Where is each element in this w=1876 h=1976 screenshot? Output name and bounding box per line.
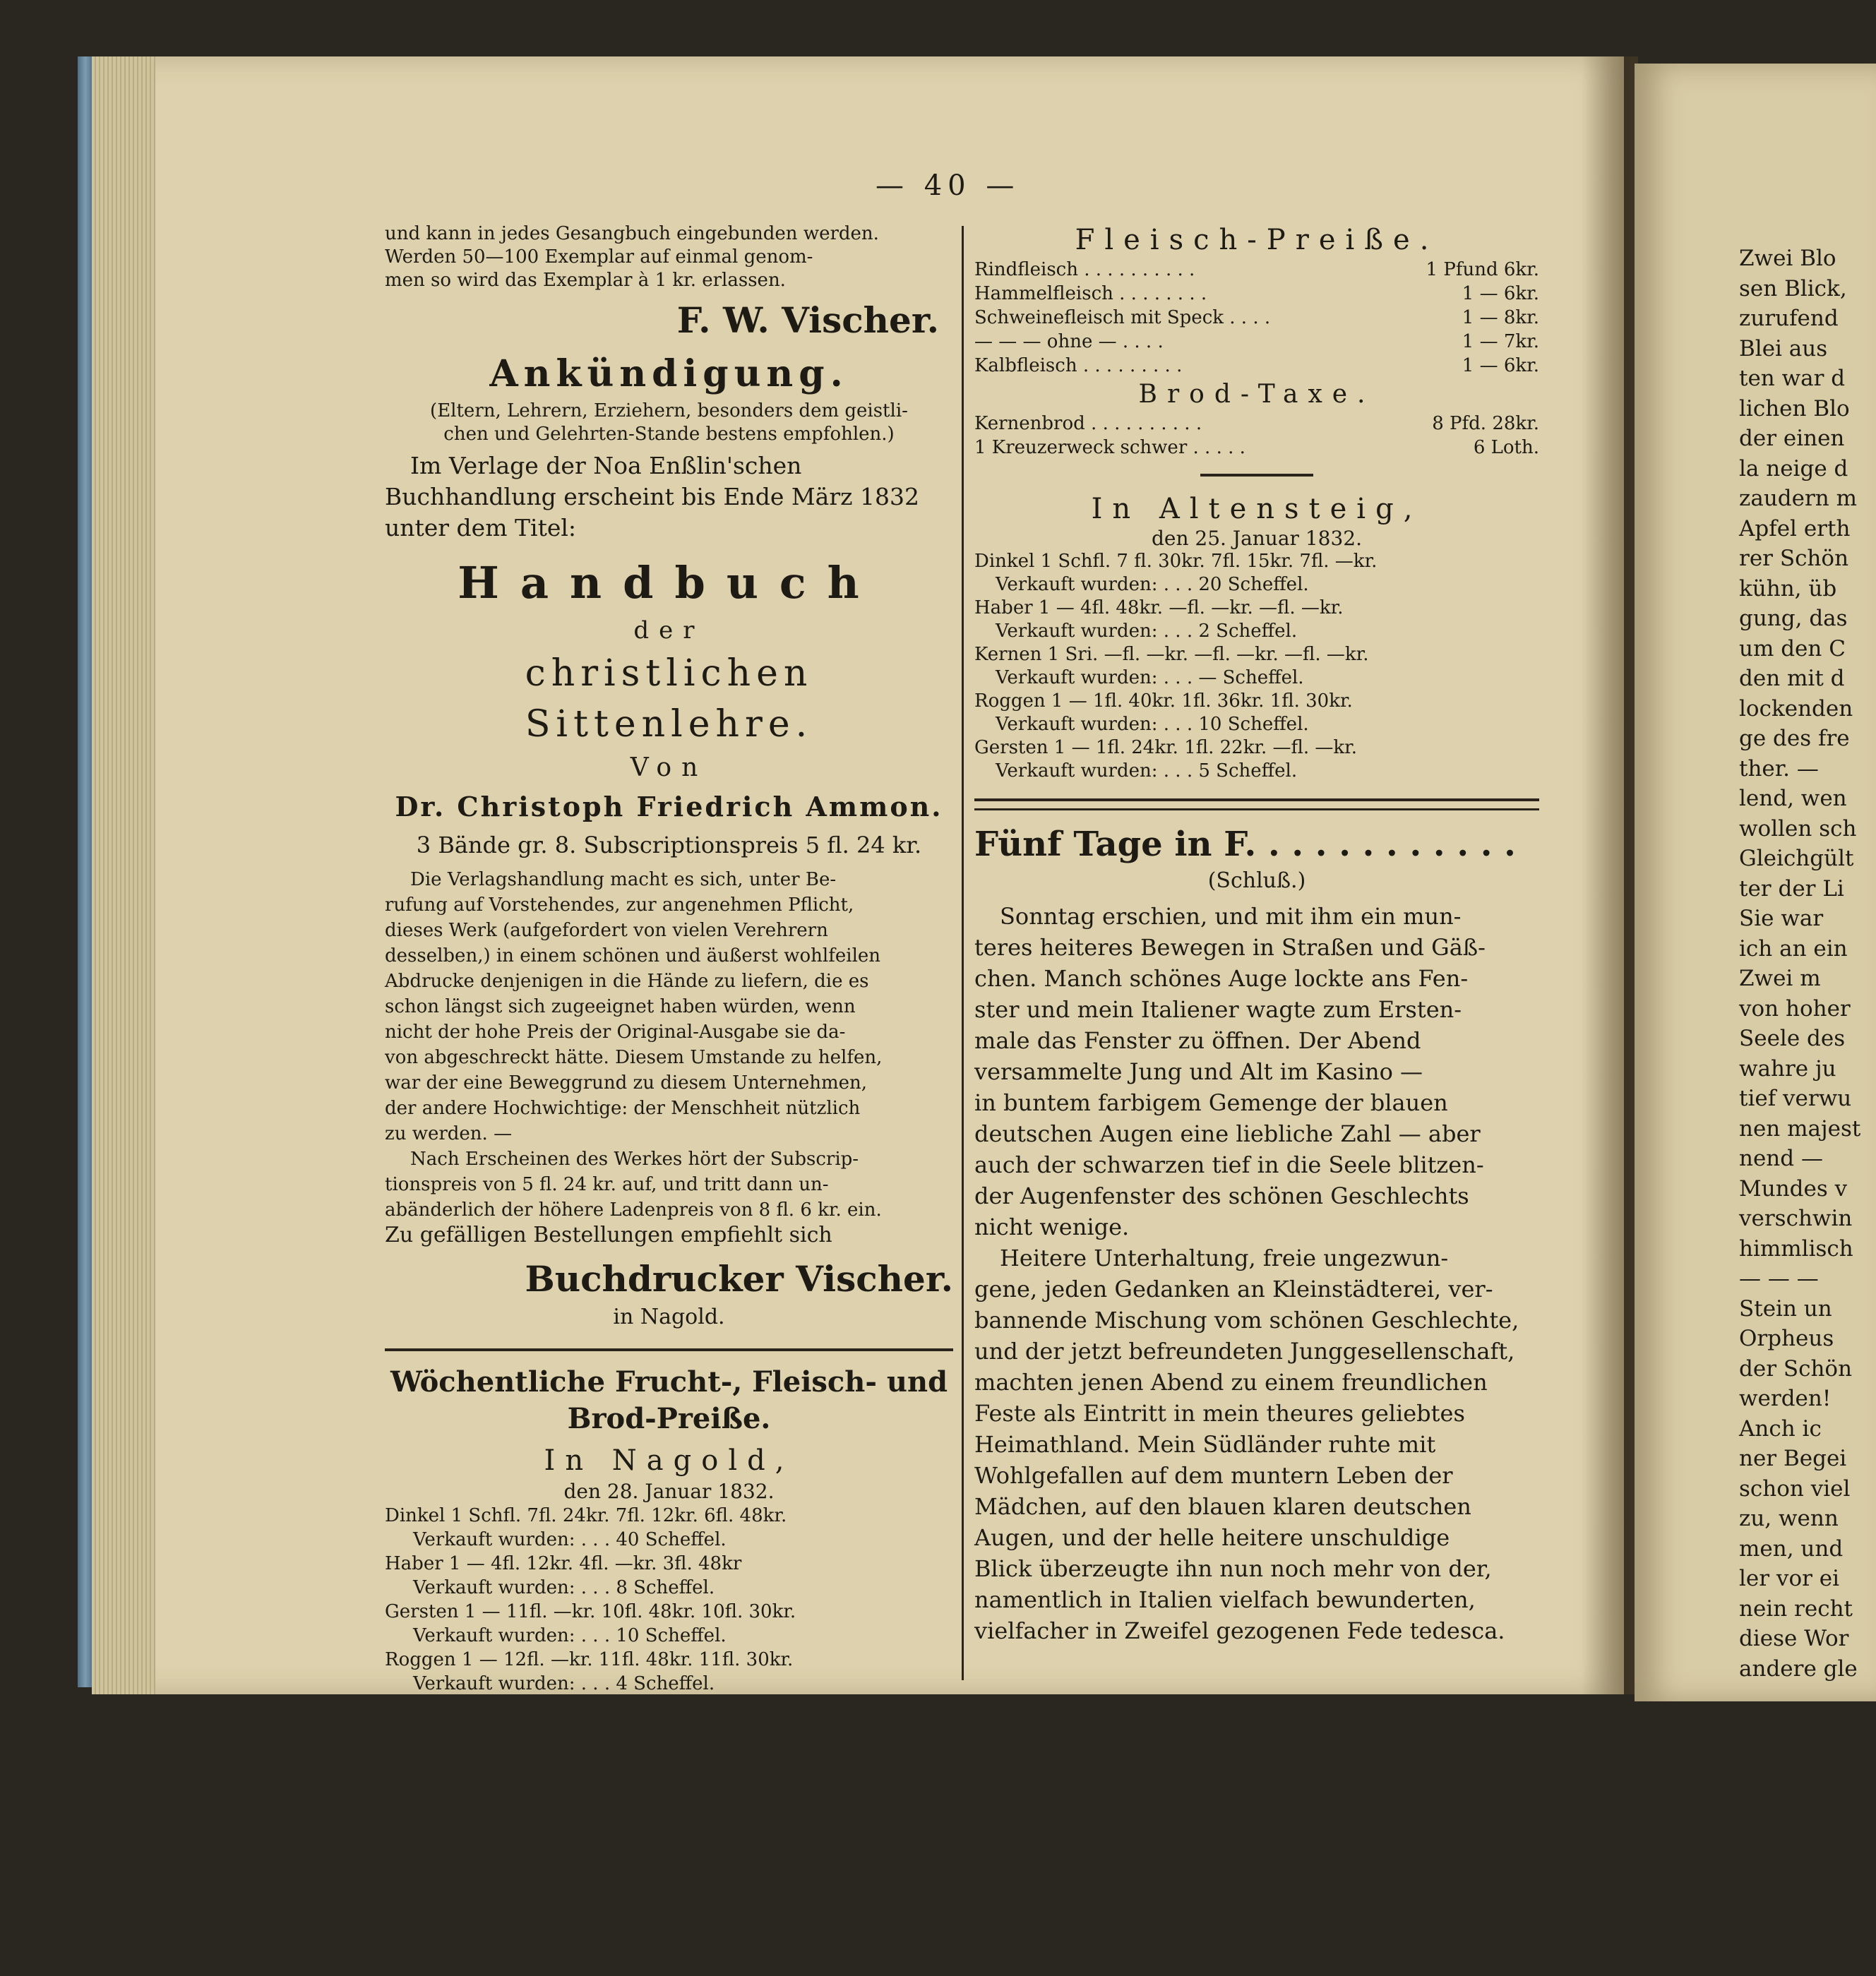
table-row: Verkauft wurden: . . . 40 Scheffel. (413, 1529, 727, 1550)
text-line: der andere Hochwichtige: der Menschheit nützlich (385, 1098, 861, 1119)
facing-page-line: ge des fre (1739, 726, 1850, 751)
book-title-der: der (633, 616, 705, 645)
signature-place: in Nagold. (613, 1305, 725, 1329)
table-cell: Kalbfleisch . . . . . . . . . (974, 355, 1183, 376)
table-cell: 6 Loth. (1473, 437, 1539, 458)
nagold-price-table (385, 1504, 953, 1696)
facing-page-line: gung, das (1739, 606, 1848, 631)
text-line: und der jetzt befreundeten Junggesellenschaft, (974, 1338, 1515, 1365)
facing-page-line: der einen (1739, 426, 1845, 451)
text-line: machten jenen Abend zu einem freundlichen (974, 1369, 1488, 1396)
book-gutter (1582, 56, 1638, 1694)
book-author: Dr. Christoph Friedrich Ammon. (395, 791, 943, 822)
facing-page-line: andere gle (1739, 1655, 1858, 1682)
facing-page-line: wollen sch (1739, 815, 1857, 842)
facing-page-line: verschwin (1739, 1206, 1853, 1231)
table-row: Roggen 1 — 1fl. 40kr. 1fl. 36kr. 1fl. 30kr. (974, 690, 1353, 712)
table-cell: 1 — 6kr. (1462, 355, 1539, 376)
table-cell: Hammelfleisch . . . . . . . . (974, 283, 1207, 304)
facing-page-line: Stein un (1739, 1295, 1832, 1322)
facing-page-line: ten war d (1739, 366, 1846, 391)
facing-page-line: himmlisch (1739, 1235, 1853, 1262)
facing-page-line: Blei aus (1739, 335, 1828, 361)
table-cell: 1 — 7kr. (1462, 331, 1539, 352)
book-cover-edge (78, 56, 93, 1687)
text-line: Im Verlage der Noa Enßlin'schen (410, 452, 802, 479)
brod-title: Brod-Taxe. (1138, 380, 1375, 409)
book-price: 3 Bände gr. 8. Subscriptionspreis 5 fl. 24 kr. (416, 832, 922, 858)
facing-page-line: schon viel (1739, 1475, 1851, 1502)
column-rule (962, 226, 964, 1680)
text-line: von abgeschreckt hätte. Diesem Umstande zu helfen, (385, 1047, 883, 1068)
facing-page-line: ich an ein (1739, 935, 1848, 962)
text-line: ster und mein Italiener wagte zum Ersten- (974, 996, 1462, 1023)
facing-page-line: Zwei m (1739, 966, 1821, 991)
text-line: vielfacher in Zweifel gezogenen Fede tedesca. (974, 1617, 1505, 1644)
text-line: nicht wenige. (974, 1214, 1130, 1240)
table-cell: 1 Kreuzerweck schwer . . . . . (974, 437, 1245, 458)
facing-page-line: lichen Blo (1739, 395, 1850, 421)
facing-page-line: Mundes v (1739, 1175, 1848, 1202)
text-line: Abdrucke denjenigen in die Hände zu liefern, die es (385, 971, 869, 992)
facing-page-line: nend — (1739, 1146, 1823, 1171)
table-row (974, 258, 1539, 282)
right-column (974, 222, 1539, 1646)
facing-page-line: nen majest (1739, 1115, 1861, 1142)
text-line: Buchhandlung erscheint bis Ende März 1832 (385, 483, 919, 510)
altensteig-heading: In Altensteig, (1091, 493, 1423, 525)
text-line: rufung auf Vorstehendes, zur angenehmen Pflicht, (385, 894, 854, 916)
brod-price-table (974, 412, 1539, 460)
facing-page (1635, 64, 1876, 1701)
table-row: Verkauft wurden: . . . 10 Scheffel. (996, 714, 1309, 735)
text-line: und kann in jedes Gesangbuch eingebunden werden. (385, 223, 879, 244)
text-line: namentlich in Italien vielfach bewunderten, (974, 1586, 1476, 1613)
facing-page-line: ner Begei (1739, 1446, 1847, 1471)
table-row: Haber 1 — 4fl. 12kr. 4fl. —kr. 3fl. 48kr (385, 1553, 742, 1574)
text-line: Blick überzeugte ihn nun noch mehr von der, (974, 1555, 1492, 1582)
text-line: bannende Mischung vom schönen Geschlechte, (974, 1307, 1519, 1334)
facing-page-line: von hoher (1739, 995, 1851, 1022)
short-divider (1200, 474, 1313, 477)
table-row: Verkauft wurden: . . . 2 Scheffel. (996, 621, 1298, 642)
facing-page-line: diese Wor (1739, 1626, 1849, 1651)
facing-page-line: Seele des (1739, 1026, 1846, 1051)
facing-page-line: la neige d (1739, 455, 1848, 481)
text-line: unter dem Titel: (385, 514, 577, 541)
text-line: male das Fenster zu öffnen. Der Abend (974, 1027, 1421, 1054)
facing-page-line: tief verwu (1739, 1086, 1852, 1111)
table-row (974, 330, 1539, 354)
facing-page-line: ter der Li (1739, 875, 1844, 902)
table-row: Verkauft wurden: . . . 20 Scheffel. (996, 574, 1309, 595)
facing-page-line: zaudern m (1739, 486, 1858, 511)
text-line: Wöchentliche Frucht-, Fleisch- und (390, 1365, 948, 1399)
table-cell: 1 — 6kr. (1462, 283, 1539, 304)
nagold-date: den 28. Januar 1832. (563, 1480, 775, 1503)
table-row (974, 436, 1539, 460)
text-line: chen und Gelehrten-Stande bestens empfohlen.) (443, 424, 895, 445)
text-line: nicht der hohe Preis der Original-Ausgabe sie da- (385, 1022, 846, 1043)
table-row: Haber 1 — 4fl. 48kr. —fl. —kr. —fl. —kr. (974, 597, 1344, 618)
section-divider (974, 798, 1539, 810)
text-line: Sonntag erschien, und mit ihm ein mun- (1000, 903, 1462, 930)
table-row (974, 306, 1539, 330)
story-title: Fünf Tage in F. . . . . . . . . . . . (974, 825, 1516, 864)
text-line: Mädchen, auf den blauen klaren deutschen (974, 1493, 1471, 1520)
facing-page-line: Zwei Blo (1739, 246, 1836, 271)
left-column (385, 222, 953, 1696)
facing-page-line: Apfel erth (1739, 515, 1851, 541)
text-line: Feste als Eintritt in mein theures geliebtes (974, 1400, 1465, 1427)
page-edges (92, 56, 155, 1694)
table-row: Verkauft wurden: . . . 5 Scheffel. (996, 760, 1298, 782)
facing-page-line: Sie war (1739, 906, 1824, 931)
table-row: Dinkel 1 Schfl. 7fl. 24kr. 7fl. 12kr. 6fl. 48kr. (385, 1505, 787, 1526)
text-line: der Augenfenster des schönen Geschlechts (974, 1182, 1469, 1209)
facing-page-line: zu, wenn (1739, 1506, 1839, 1531)
altensteig-price-table (974, 550, 1539, 783)
table-row: Verkauft wurden: . . . 8 Scheffel. (413, 1577, 715, 1598)
text-line: versammelte Jung und Alt im Kasino — (974, 1058, 1423, 1085)
book-von: Von (630, 753, 708, 782)
text-line: zu werden. — (385, 1123, 513, 1144)
table-row (974, 282, 1539, 306)
announcement-intro (385, 450, 953, 544)
announcement-body (385, 867, 953, 1248)
text-line: Heitere Unterhaltung, freie ungezwun- (1000, 1245, 1449, 1271)
text-line: schon längst sich zugeeignet haben würden, wenn (385, 996, 856, 1017)
table-cell: — — — ohne — . . . . (974, 331, 1164, 352)
text-line: Brod-Preiße. (567, 1402, 771, 1435)
text-line: men so wird das Exemplar à 1 kr. erlassen. (385, 270, 786, 291)
altensteig-date: den 25. Januar 1832. (1152, 527, 1362, 550)
section-divider (385, 1348, 953, 1351)
fleisch-price-table (974, 258, 1539, 378)
text-line: dieses Werk (aufgefordert von vielen Verehrern (385, 920, 828, 941)
table-cell: Kernenbrod . . . . . . . . . . (974, 413, 1202, 434)
nagold-heading: In Nagold, (544, 1444, 794, 1477)
story-paragraph-2 (974, 1243, 1539, 1646)
facing-page-line: ler vor ei (1739, 1566, 1840, 1591)
announcement-title: Ankündigung. (489, 352, 849, 395)
table-cell: 1 Pfund 6kr. (1426, 259, 1539, 280)
facing-page-line: sen Blick, (1739, 275, 1847, 301)
text-line: tionspreis von 5 fl. 24 kr. auf, und tritt dann un- (385, 1174, 829, 1195)
facing-page-line: der Schön (1739, 1355, 1853, 1382)
announcement-subtitle (385, 400, 953, 446)
signature-buchdrucker: Buchdrucker Vischer. (525, 1258, 953, 1300)
page-number: — 40 — (876, 169, 1020, 202)
table-row: Verkauft wurden: . . . 10 Scheffel. (413, 1625, 727, 1646)
facing-page-line: nein recht (1739, 1595, 1853, 1622)
fleisch-title: Fleisch-Preiße. (1075, 224, 1439, 256)
text-line: abänderlich der höhere Ladenpreis von 8 fl. 6 kr. ein. (385, 1199, 882, 1221)
text-line: desselben,) in einem schönen und äußerst wohlfeilen (385, 945, 881, 966)
text-line: Nach Erscheinen des Werkes hört der Subscrip- (410, 1149, 859, 1170)
text-line: Die Verlagshandlung macht es sich, unter Be- (410, 869, 837, 890)
table-row: Roggen 1 — 12fl. —kr. 11fl. 48kr. 11fl. 30kr. (385, 1649, 794, 1670)
facing-page-line: lend, wen (1739, 786, 1847, 811)
text-line: teres heiteres Bewegen in Straßen und Gäß- (974, 934, 1486, 961)
facing-page-line: — — — (1739, 1266, 1819, 1291)
table-row (974, 354, 1539, 378)
table-row: Dinkel 1 Schfl. 7 fl. 30kr. 7fl. 15kr. 7fl. —kr. (974, 551, 1378, 572)
book-title-handbuch: Handbuch (458, 557, 880, 609)
facing-page-line: lockenden (1739, 695, 1853, 721)
intro-text (385, 222, 953, 292)
facing-page-line: rer Schön (1739, 546, 1849, 571)
facing-page-line: kühn, üb (1739, 575, 1837, 601)
table-row: Verkauft wurden: . . . — Scheffel. (996, 667, 1304, 688)
table-row (974, 412, 1539, 436)
table-cell: Schweinefleisch mit Speck . . . . (974, 307, 1271, 328)
table-row: Verkauft wurden: . . . 4 Scheffel. (413, 1673, 715, 1694)
text-line: gene, jeden Gedanken an Kleinstädterei, ver- (974, 1276, 1493, 1303)
text-line: (Eltern, Lehrern, Erziehern, besonders dem geistli- (430, 400, 908, 421)
table-cell: Rindfleisch . . . . . . . . . . (974, 259, 1195, 280)
signature-vischer: F. W. Vischer. (676, 299, 939, 341)
table-cell: 8 Pfd. 28kr. (1432, 413, 1539, 434)
facing-page-line: Anch ic (1739, 1415, 1822, 1442)
table-row: Kernen 1 Sri. —fl. —kr. —fl. —kr. —fl. —kr. (974, 644, 1369, 665)
text-line: deutschen Augen eine liebliche Zahl — aber (974, 1120, 1481, 1147)
text-line: Augen, und der helle heitere unschuldige (974, 1524, 1450, 1551)
facing-page-line: den mit d (1739, 666, 1845, 691)
table-cell: 1 — 8kr. (1462, 307, 1539, 328)
text-line: auch der schwarzen tief in die Seele blitzen- (974, 1151, 1484, 1178)
table-row: Gersten 1 — 1fl. 24kr. 1fl. 22kr. —fl. —kr. (974, 737, 1358, 758)
text-line: Heimathland. Mein Südländer ruhte mit (974, 1431, 1436, 1458)
text-line: war der eine Beweggrund zu diesem Unternehmen, (385, 1072, 868, 1094)
facing-page-line: um den C (1739, 635, 1846, 661)
text-line: Wohlgefallen auf dem muntern Leben der (974, 1462, 1453, 1489)
text-line: chen. Manch schönes Auge lockte ans Fen- (974, 965, 1469, 992)
table-row: Gersten 1 — 11fl. —kr. 10fl. 48kr. 10fl. 30kr. (385, 1601, 796, 1622)
prices-title (385, 1364, 953, 1437)
facing-page-line: ther. — (1739, 755, 1819, 782)
facing-page-line: zurufend (1739, 306, 1839, 331)
text-line: Werden 50—100 Exemplar auf einmal genom- (385, 246, 813, 268)
text-line: in buntem farbigem Gemenge der blauen (974, 1089, 1448, 1116)
facing-page-line: Orpheus (1739, 1326, 1834, 1351)
facing-page-line: Gleichgült (1739, 846, 1854, 871)
book-title-sittenlehre: christlichen Sittenlehre. (525, 652, 813, 746)
facing-page-line: men, und (1739, 1535, 1844, 1562)
facing-page-line: wahre ju (1739, 1055, 1836, 1082)
story-subtitle: (Schluß.) (1207, 868, 1306, 893)
text-line: Zu gefälligen Bestellungen empfiehlt sich (385, 1223, 832, 1247)
facing-page-line: werden! (1739, 1386, 1832, 1411)
story-paragraph-1 (974, 901, 1539, 1243)
